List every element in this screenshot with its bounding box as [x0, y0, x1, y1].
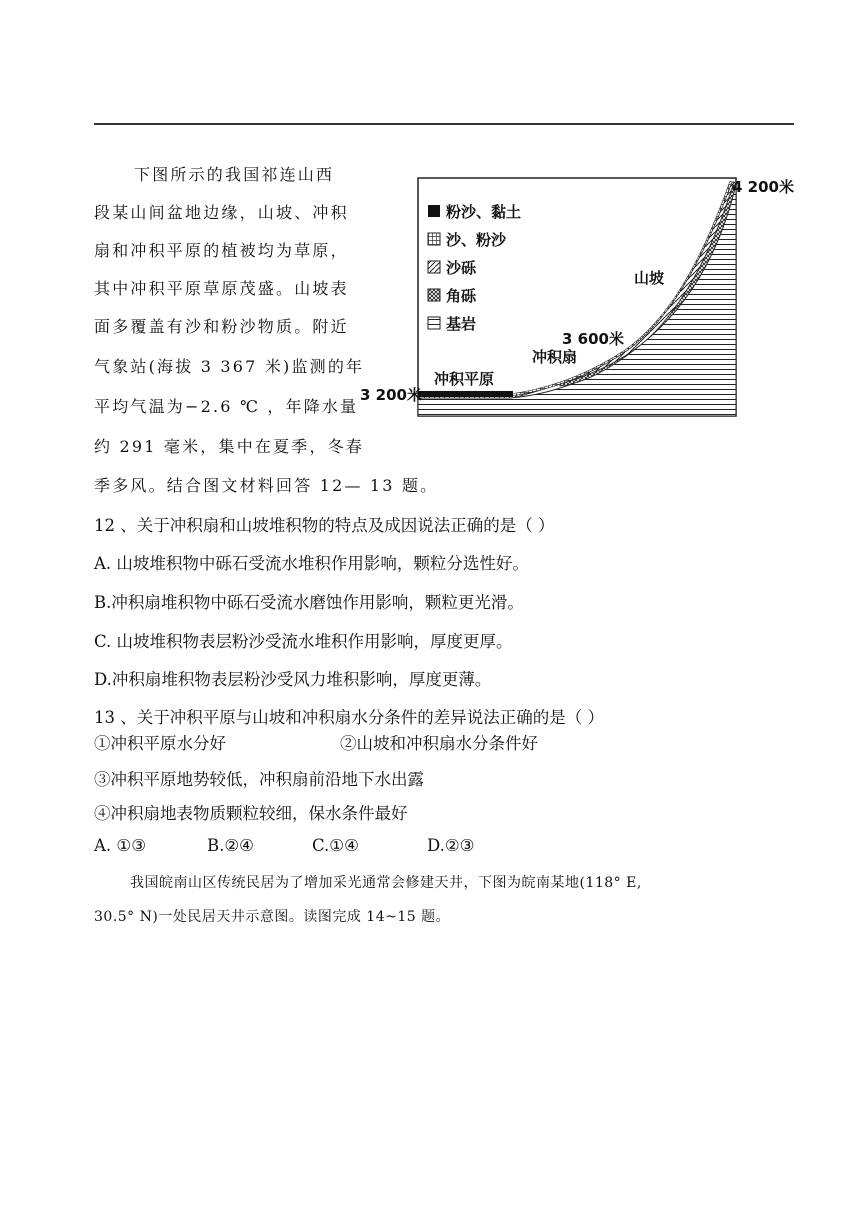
header-rule: [94, 123, 794, 125]
statement-4: ④冲积扇地表物质颗粒较细，保水条件最好: [94, 804, 408, 823]
answer-option: C. 山坡堆积物表层粉沙受流水堆积作用影响，厚度更厚。: [94, 632, 513, 651]
legend-swatch-grid: [428, 233, 440, 245]
statement-1: ①冲积平原水分好: [94, 734, 226, 753]
next-intro-line: 30.5° N)一处民居天井示意图。读图完成 14~15 题。: [94, 909, 451, 925]
answer-option: B.②④: [207, 836, 254, 855]
answer-option: D.②③: [427, 836, 475, 855]
question-stem: 12 、关于冲积扇和山坡堆积物的特点及成因说法正确的是（ ）: [94, 516, 555, 535]
answer-option: B.冲积扇堆积物中砾石受流水磨蚀作用影响，颗粒更光滑。: [94, 593, 524, 612]
legend-label: 基岩: [446, 315, 477, 333]
legend-label: 角砾: [446, 287, 477, 305]
legend-swatch-solid: [428, 205, 440, 217]
plain-label: 冲积平原: [434, 370, 495, 388]
slope-label: 山坡: [634, 269, 665, 287]
legend-label: 沙砾: [446, 259, 477, 277]
intro-line: 季多风。结合图文材料回答 12— 13 题。: [94, 476, 439, 495]
legend-swatch-crosshatch: [428, 289, 440, 301]
question-stem: 13 、关于冲积平原与山坡和冲积扇水分条件的差异说法正确的是（ ）: [94, 708, 604, 727]
intro-line: 平均气温为−2.6 ℃ ，年降水量: [94, 397, 359, 416]
intro-line: 面多覆盖有沙和粉沙物质。附近: [94, 317, 349, 336]
legend-label: 粉沙、黏土: [446, 203, 522, 221]
silt-clay-layer: [418, 391, 513, 397]
answer-option: C.①④: [312, 836, 359, 855]
intro-line: 约 291 毫米，集中在夏季，冬春: [94, 437, 365, 456]
top-elevation-label: 4 200米: [732, 178, 794, 196]
mid-elevation-label: 3 600米: [562, 330, 624, 348]
intro-line: 其中冲积平原草原茂盛。山坡表: [94, 279, 349, 298]
legend-swatch-horizontal: [428, 317, 440, 329]
answer-option: A. ①③: [94, 836, 146, 855]
statement-3: ③冲积平原地势较低，冲积扇前沿地下水出露: [94, 770, 424, 789]
profile-svg: [360, 172, 800, 422]
fan-label: 冲积扇: [532, 348, 578, 366]
statement-2: ②山坡和冲积扇水分条件好: [340, 734, 538, 753]
answer-option: A. 山坡堆积物中砾石受流水堆积作用影响，颗粒分选性好。: [94, 554, 529, 573]
intro-line: 下图所示的我国祁连山西: [134, 165, 335, 184]
answer-option: D.冲积扇堆积物表层粉沙受风力堆积影响，厚度更薄。: [94, 670, 492, 689]
intro-line: 气象站(海拔 3 367 米)监测的年: [94, 357, 365, 376]
base-elevation-label: 3 200米: [360, 386, 422, 404]
legend-swatch-diagonal: [428, 261, 440, 273]
intro-line: 扇和冲积平原的植被均为草原，: [94, 241, 349, 260]
legend-label: 沙、粉沙: [446, 231, 507, 249]
intro-line: 段某山间盆地边缘，山坡、冲积: [94, 203, 349, 222]
geology-profile-figure: [360, 172, 800, 422]
next-intro-line: 我国皖南山区传统民居为了增加采光通常会修建天井，下图为皖南某地(118° E,: [130, 875, 642, 891]
